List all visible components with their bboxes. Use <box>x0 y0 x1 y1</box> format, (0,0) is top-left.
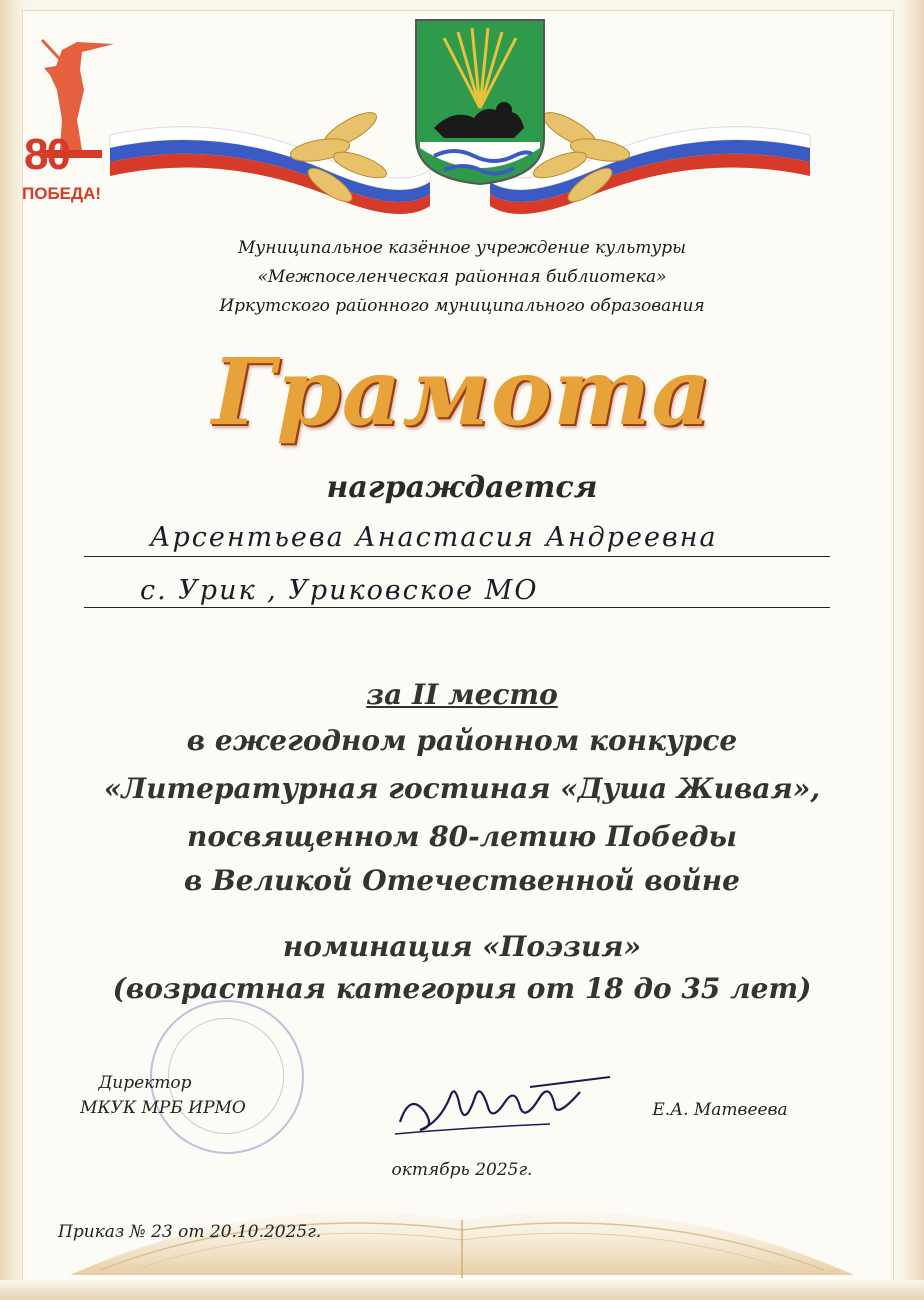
body-line-3: посвященном 80-летию Победы <box>187 820 737 853</box>
handwritten-signature <box>380 1052 620 1142</box>
age-category: (возрастная категория от 18 до 35 лет) <box>112 972 812 1005</box>
body-line-4: в Великой Отечественной войне <box>184 864 740 897</box>
victory-word: ПОБЕДА! <box>22 184 102 203</box>
certificate-bottom-edge <box>0 1280 924 1300</box>
org-line-1: Муниципальное казённое учреждение культуры <box>238 238 686 258</box>
order-reference: Приказ № 23 от 20.10.2025г. <box>58 1222 322 1242</box>
name-underline <box>84 556 830 557</box>
coat-of-arms-emblem <box>414 18 546 186</box>
nomination: номинация «Поэзия» <box>282 930 642 963</box>
director-title: Директор <box>98 1073 192 1093</box>
victory-80-number: 80 <box>24 130 69 179</box>
recipient-name: Арсентьева Анастасия Андреевна <box>150 522 718 553</box>
certificate-title: Грамота <box>211 338 713 446</box>
director-org: МКУК МРБ ИРМО <box>80 1098 246 1118</box>
place-underline <box>84 607 830 608</box>
issue-date: октябрь 2025г. <box>391 1160 533 1180</box>
org-line-3: Иркутского районного муниципального образования <box>219 296 705 316</box>
recipient-place: с. Урик , Уриковское МО <box>140 575 539 606</box>
awarded-label: награждается <box>326 470 598 505</box>
org-line-2: «Межпоселенческая районная библиотека» <box>257 267 667 287</box>
director-name: Е.А. Матвеева <box>652 1100 788 1120</box>
body-line-2: «Литературная гостиная «Душа Живая», <box>103 772 821 805</box>
place-award: за II место <box>366 678 558 711</box>
body-line-1: в ежегодном районном конкурсе <box>186 724 738 757</box>
